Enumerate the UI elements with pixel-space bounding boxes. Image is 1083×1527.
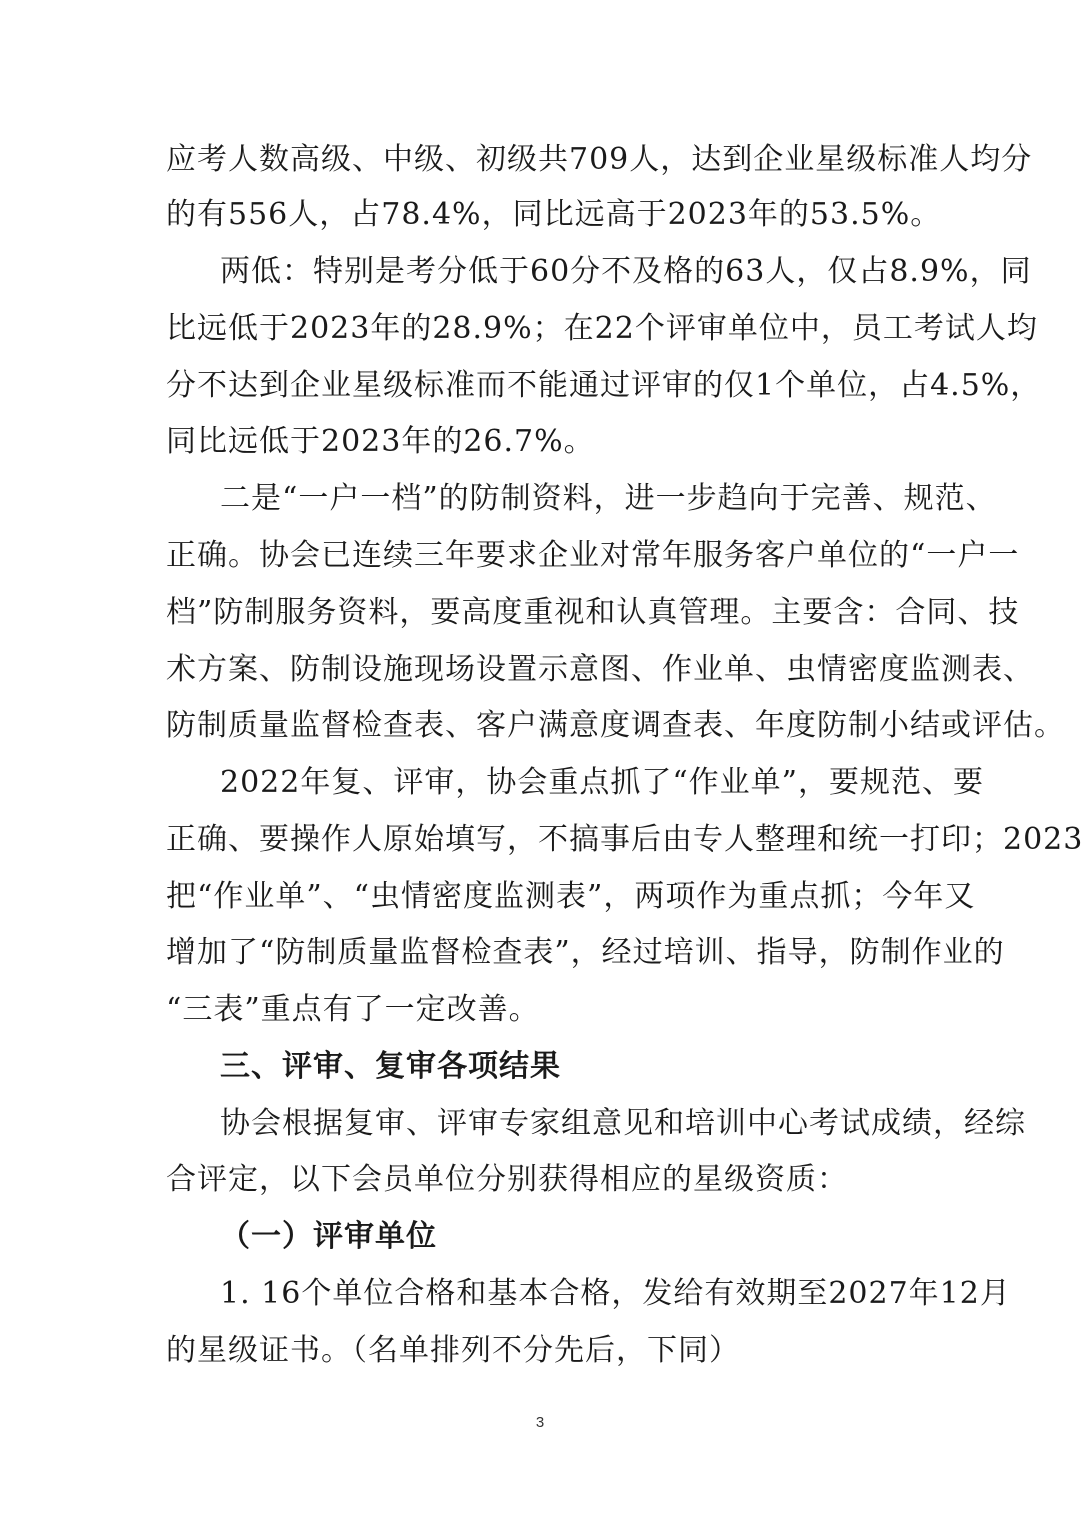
body-text-line: 比远低于2023年的28.9%；在22个评审单位中，员工考试人均 — [166, 311, 1038, 346]
body-text-line: 的有556人，占78.4%，同比远高于2023年的53.5%。 — [166, 197, 942, 232]
page-number: 3 — [535, 1414, 545, 1431]
body-text-line: 增加了“防制质量监督检查表”，经过培训、指导，防制作业的 — [166, 935, 1005, 970]
body-text-line: 防制质量监督检查表、客户满意度调查表、年度防制小结或评估。 — [166, 708, 1065, 743]
paragraph-first-line: 二是“一户一档”的防制资料，进一步趋向于完善、规范、 — [220, 481, 997, 516]
body-text-line: “三表”重点有了一定改善。 — [166, 992, 540, 1027]
paragraph-first-line: 两低：特别是考分低于60分不及格的63人，仅占8.9%，同 — [220, 254, 1032, 289]
body-text-line: 正确、要操作人原始填写，不搞事后由专人整理和统一打印；2023 — [166, 822, 1083, 857]
paragraph-first-line: 1. 16个单位合格和基本合格，发给有效期至2027年12月 — [220, 1276, 1011, 1311]
subsection-heading: （一）评审单位 — [220, 1219, 437, 1254]
body-text-line: 合评定，以下会员单位分别获得相应的星级资质： — [166, 1162, 848, 1197]
body-text-line: 分不达到企业星级标准而不能通过评审的仅1个单位，占4.5%， — [166, 368, 1042, 403]
body-text-line: 的星级证书。（名单排列不分先后，下同） — [166, 1333, 740, 1368]
body-text-line: 档”防制服务资料，要高度重视和认真管理。主要含：合同、技 — [166, 595, 1020, 630]
paragraph-first-line: 2022年复、评审，协会重点抓了“作业单”，要规范、要 — [220, 765, 985, 800]
body-text-line: 把“作业单”、“虫情密度监测表”，两项作为重点抓；今年又 — [166, 879, 976, 914]
body-text-line: 术方案、防制设施现场设置示意图、作业单、虫情密度监测表、 — [166, 652, 1034, 687]
body-text-line: 应考人数高级、中级、初级共709人，达到企业星级标准人均分 — [166, 142, 1033, 177]
body-text-line: 正确。协会已连续三年要求企业对常年服务客户单位的“一户一 — [166, 538, 1020, 573]
paragraph-first-line: 协会根据复审、评审专家组意见和培训中心考试成绩，经综 — [220, 1106, 1026, 1141]
section-heading: 三、评审、复审各项结果 — [220, 1049, 561, 1084]
body-text-line: 同比远低于2023年的26.7%。 — [166, 424, 595, 459]
